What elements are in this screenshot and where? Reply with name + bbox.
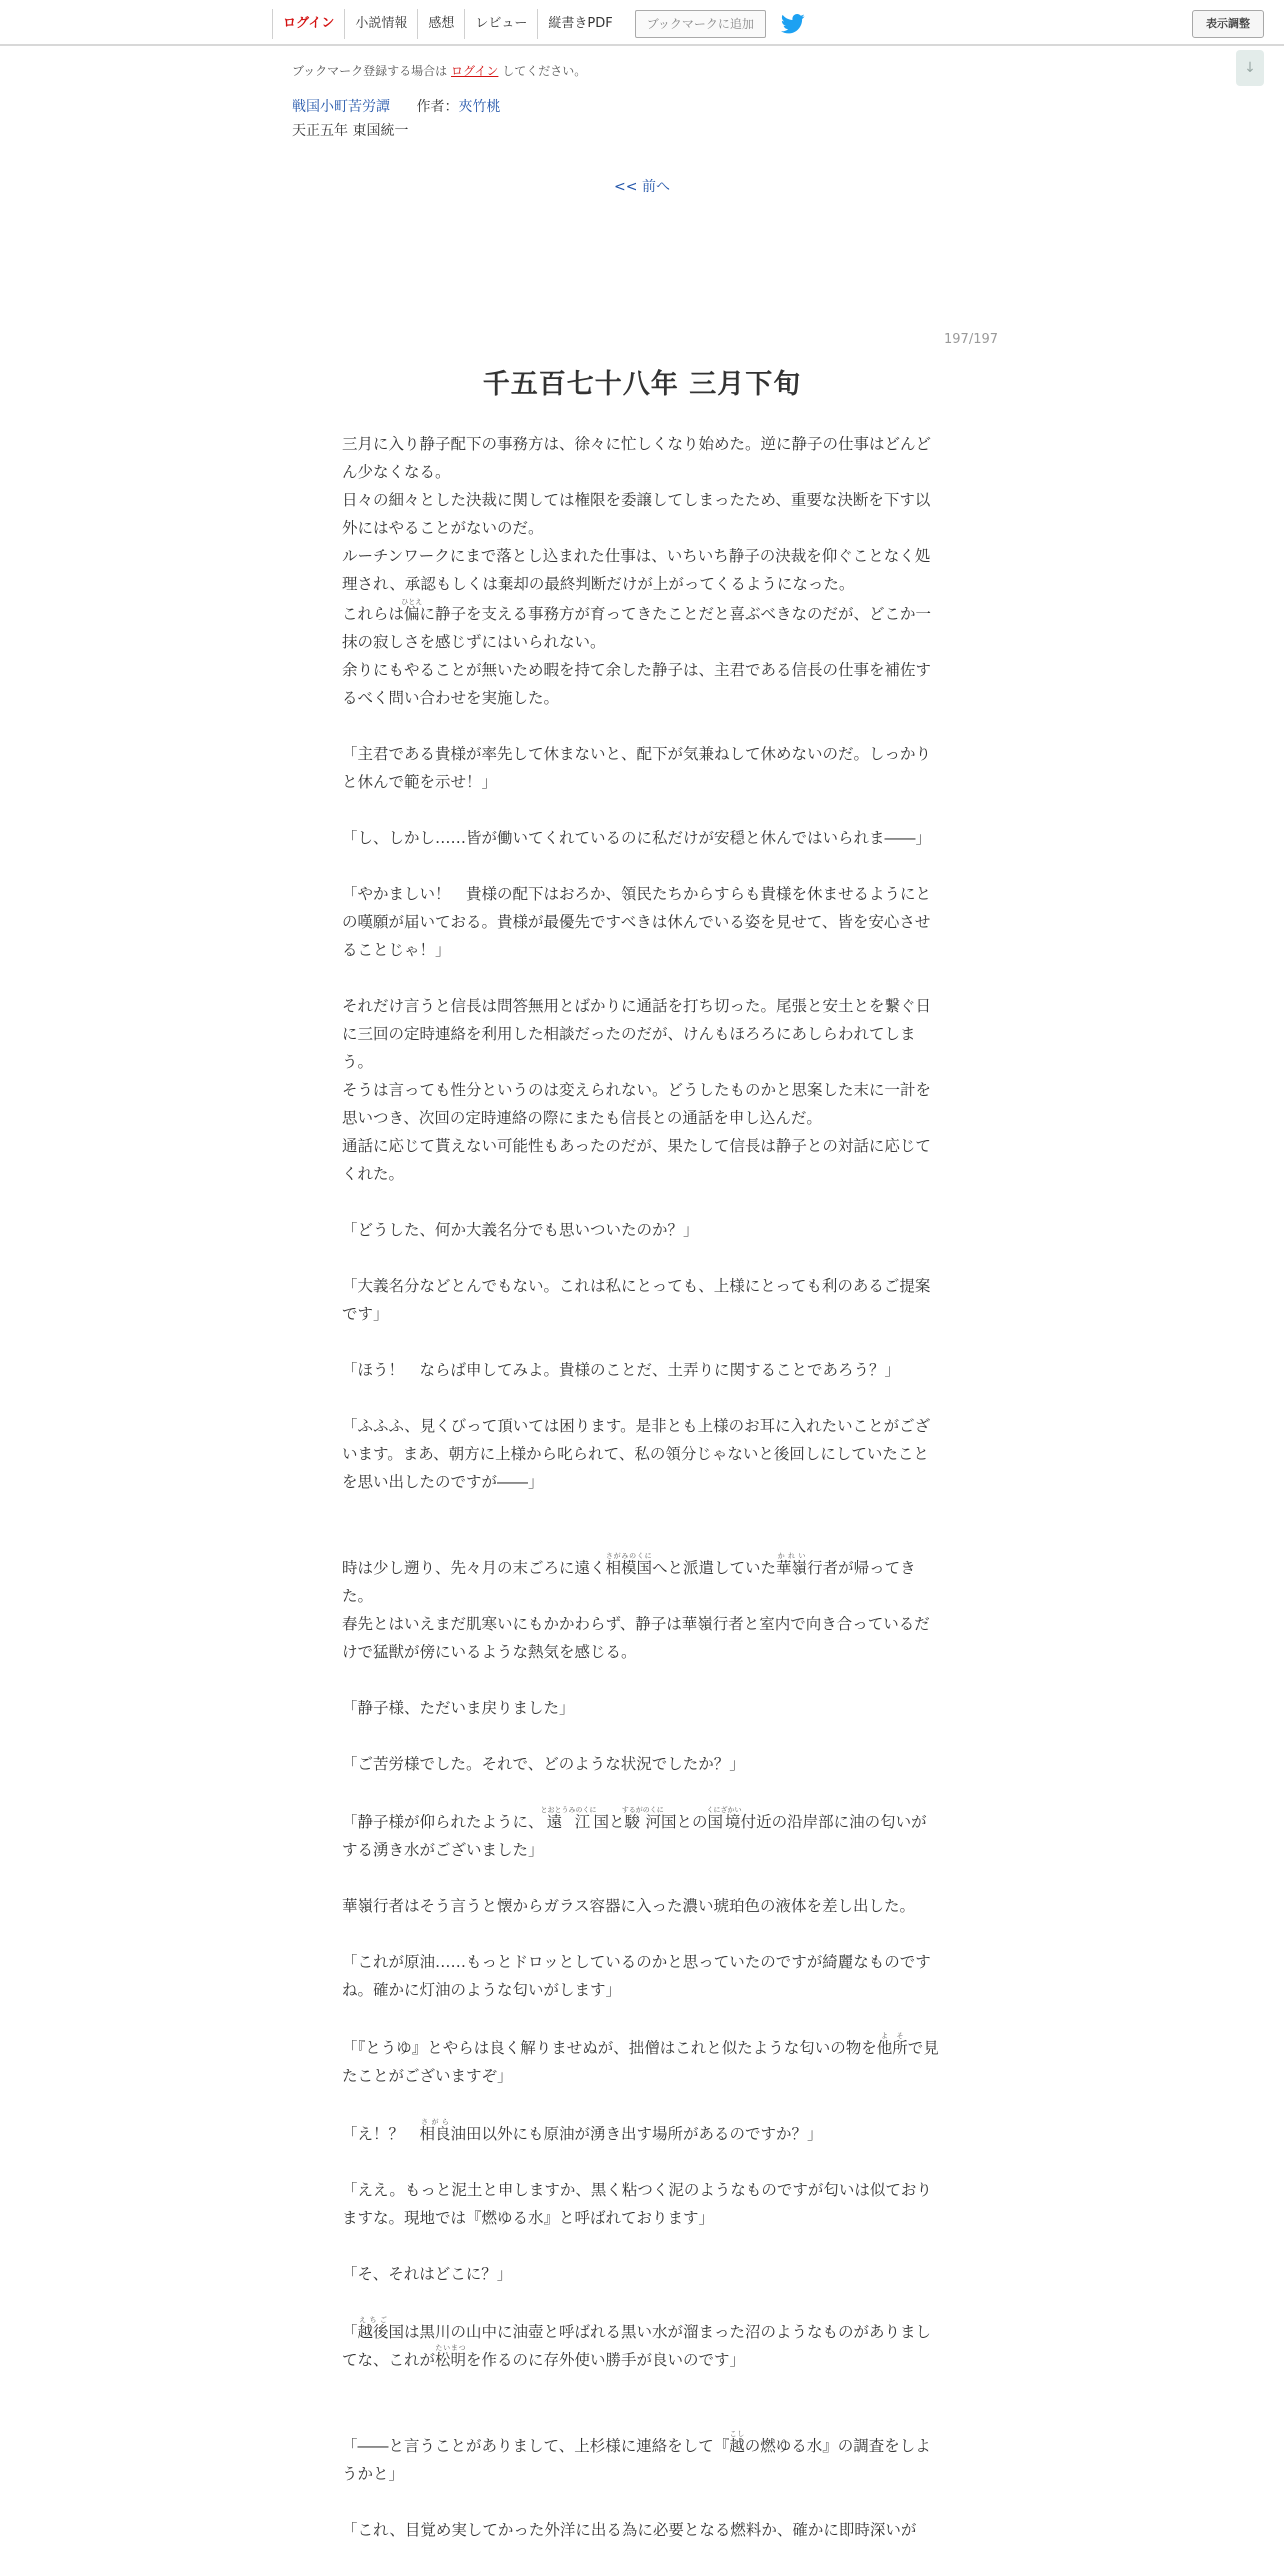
impressions-link[interactable]: 感想 bbox=[417, 9, 464, 39]
body-paragraph: 日々の細々とした決裁に関しては権限を委譲してしまったため、重要な決断を下す以外にはやることがないのだ。 bbox=[342, 491, 931, 537]
top-navigation-bar bbox=[0, 0, 1284, 46]
body-text-segment: 付近の沿岸部に油の匂いがする湧き水がございました」 bbox=[342, 1813, 927, 1859]
ruby-annotation bbox=[776, 1552, 808, 1577]
body-paragraph: それだけ言うと信長は問答無用とばかりに通話を打ち切った。尾張と安土とを繋ぐ日に三回の定時連絡を利用した相談だったのだが、けんもほろろにあしらわれてしまう。 bbox=[342, 997, 932, 1071]
bookmark-login-note bbox=[292, 62, 586, 79]
ruby-annotation bbox=[401, 598, 423, 623]
body-text-segment: 「――と言うことがありまして、上杉様に連絡をして『 bbox=[342, 2437, 730, 2455]
body-paragraph: 「やかましい！ 貴様の配下はおろか、領民たちからすらも貴様を休ませるようにとの嘆願が届いておる。貴様が最優先ですべきは休んでいる姿を見せて、皆を安心させることじゃ！」 bbox=[342, 885, 932, 959]
body-paragraph: 「ご苦労様でした。それで、どのような状況でしたか？」 bbox=[342, 1755, 745, 1773]
body-paragraph: 「これが原油……もっとドロッとしているのかと思っていたのですが綺麗なものですね。確かに灯油のような匂いがします」 bbox=[342, 1953, 931, 1999]
prev-page-nav bbox=[0, 176, 1284, 196]
body-paragraph bbox=[342, 2374, 942, 2402]
ruby-base: 相良 bbox=[419, 2125, 451, 2143]
ruby-annotation bbox=[419, 2118, 451, 2143]
body-paragraph bbox=[342, 1188, 942, 1216]
body-paragraph: 「大義名分などとんでもない。これは私にとっても、上様にとっても利のあるご提案です」 bbox=[342, 1277, 931, 1323]
body-paragraph bbox=[342, 1778, 942, 1806]
body-paragraph bbox=[342, 1806, 942, 1864]
ruby-annotation bbox=[876, 2032, 908, 2057]
body-text-segment: これらは bbox=[342, 605, 405, 623]
body-paragraph bbox=[342, 1384, 942, 1412]
body-text-segment: 油田以外にも原油が湧き出す場所があるのですか？」 bbox=[450, 2125, 823, 2143]
chapter-title: 天正五年 東国統一 bbox=[292, 123, 409, 139]
ruby-base: 相模国 bbox=[605, 1559, 653, 1577]
series-title-link[interactable]: 戦国小町苦労譚 bbox=[292, 99, 390, 115]
body-text-segment: 「『とうゆ』とやらは良く解りませぬが、拙僧はこれと似たような匂いの物を bbox=[342, 2039, 877, 2057]
body-paragraph bbox=[342, 2430, 942, 2488]
body-paragraph: 「ふふふ、見くびって頂いては困ります。是非とも上様のお耳に入れたいことがございます。まあ、朝方に上様から叱られて、私の領分じゃないと後回しにしていたことを思い出したのですが――」 bbox=[342, 1417, 931, 1491]
body-paragraph bbox=[342, 1552, 942, 1610]
ruby-base: 越後 bbox=[357, 2323, 389, 2341]
ruby-reading: よそ bbox=[876, 2032, 908, 2040]
ruby-reading: ひとえ bbox=[401, 598, 423, 606]
ruby-reading: さがみのくに bbox=[605, 1552, 653, 1560]
body-paragraph bbox=[342, 1496, 942, 1524]
body-paragraph bbox=[342, 1524, 942, 1552]
ruby-reading: くにざかい bbox=[706, 1806, 742, 1814]
ruby-reading: さがら bbox=[419, 2118, 451, 2126]
vertical-pdf-link[interactable]: 縦書きPDF bbox=[537, 9, 622, 39]
body-paragraph bbox=[342, 2148, 942, 2176]
scroll-down-tab[interactable]: ↓ bbox=[1236, 50, 1264, 86]
body-paragraph bbox=[342, 852, 942, 880]
body-paragraph bbox=[342, 1328, 942, 1356]
body-paragraph bbox=[342, 796, 942, 824]
add-bookmark-button[interactable]: ブックマークに追加 bbox=[635, 10, 766, 38]
ruby-reading: するがのくに bbox=[621, 1806, 664, 1814]
note-text-after: してください。 bbox=[502, 64, 587, 78]
ruby-reading: とおとうみのくに bbox=[540, 1806, 597, 1814]
ruby-reading: たいまつ bbox=[435, 2344, 467, 2352]
body-paragraph: 「そ、それはどこに？」 bbox=[342, 2265, 513, 2283]
body-paragraph: ルーチンワークにまで落とし込まれた仕事は、いちいち静子の決裁を仰ぐことなく処理され、承認もしくは棄却の最終判断だけが上がってくるようになった。 bbox=[342, 547, 931, 593]
body-paragraph: 「どうした、何か大義名分でも思いついたのか？」 bbox=[342, 1221, 699, 1239]
body-paragraph bbox=[342, 1666, 942, 1694]
ruby-base: 偏 bbox=[401, 605, 423, 623]
body-paragraph: 華嶺行者はそう言うと懐からガラス容器に入った濃い琥珀色の液体を差し出した。 bbox=[342, 1897, 916, 1915]
ruby-annotation bbox=[729, 2430, 745, 2455]
body-paragraph bbox=[342, 712, 942, 740]
body-paragraph bbox=[342, 2488, 942, 2516]
body-paragraph: 「ほう！ ならば申してみよ。貴様のことだ、土弄りに関することであろう？」 bbox=[342, 1361, 901, 1379]
body-text-segment: 「え！？ bbox=[342, 2125, 420, 2143]
ruby-base: 駿河 bbox=[621, 1813, 664, 1831]
body-paragraph bbox=[342, 2402, 942, 2430]
body-text-segment: 国との bbox=[661, 1813, 708, 1831]
body-paragraph: そうは言っても性分というのは変えられない。どうしたものかと思案した末に一計を思いつき、次回の定時連絡の際にまたも信長との通話を申し込んだ。 bbox=[342, 1081, 932, 1127]
body-text-segment: 国は黒川の山中に油壺と呼ばれる黒い水が溜まった沼のようなものがありましてな、これが bbox=[342, 2323, 932, 2369]
body-paragraph bbox=[342, 1244, 942, 1272]
author-label: 作者： bbox=[416, 99, 459, 115]
novel-info-link[interactable]: 小説情報 bbox=[344, 9, 417, 39]
body-text-segment: の燃ゆる水』の調査をしようかと」 bbox=[342, 2437, 931, 2483]
body-paragraph bbox=[342, 1920, 942, 1948]
body-paragraph: 「静子様、ただいま戻りました」 bbox=[342, 1699, 575, 1717]
body-paragraph bbox=[342, 598, 942, 656]
ruby-annotation bbox=[357, 2316, 389, 2341]
series-info bbox=[292, 96, 500, 116]
prev-page-link[interactable]: << 前へ bbox=[614, 179, 670, 195]
body-paragraph bbox=[342, 964, 942, 992]
login-link[interactable]: ログイン bbox=[272, 9, 344, 39]
body-paragraph: 「し、しかし……皆が働いてくれているのに私だけが安穏と休んではいられま――」 bbox=[342, 829, 932, 847]
body-paragraph bbox=[342, 2032, 942, 2090]
ruby-annotation bbox=[540, 1806, 597, 1831]
body-text-segment: 時は少し遡り、先々月の末ごろに遠く bbox=[342, 1559, 606, 1577]
body-paragraph bbox=[342, 2316, 942, 2374]
body-text-segment: へと派遣していた bbox=[652, 1559, 777, 1577]
review-link[interactable]: レビュー bbox=[464, 9, 537, 39]
author-link[interactable]: 夾竹桃 bbox=[458, 99, 501, 115]
ruby-annotation bbox=[621, 1806, 664, 1831]
body-text-segment: 行者が帰ってきた。 bbox=[342, 1559, 916, 1605]
body-paragraph bbox=[342, 2090, 942, 2118]
body-paragraph bbox=[342, 1864, 942, 1892]
ruby-reading: かれい bbox=[776, 1552, 808, 1560]
twitter-bird-icon[interactable] bbox=[780, 13, 806, 35]
display-settings-button[interactable]: 表示調整 bbox=[1192, 10, 1264, 38]
episode-title: 千五百七十八年 三月下旬 bbox=[482, 369, 802, 400]
body-paragraph: 三月に入り静子配下の事務方は、徐々に忙しくなり始めた。逆に静子の仕事はどんどん少なくなる。 bbox=[342, 435, 932, 481]
body-text-segment: に静子を支える事務方が育ってきたことだと喜ぶべきなのだが、どこか一抹の寂しさを感じずにはいられない。 bbox=[342, 605, 932, 651]
ruby-base: 国境 bbox=[706, 1813, 742, 1831]
body-paragraph bbox=[342, 1722, 942, 1750]
body-paragraph bbox=[342, 2288, 942, 2316]
body-paragraph: 「これ、目覚め実してかった外洋に出る為に必要となる燃料か、確かに即時深いが bbox=[342, 2521, 917, 2539]
body-paragraph bbox=[342, 2232, 942, 2260]
note-login-link[interactable]: ログイン bbox=[451, 64, 499, 78]
body-text-segment: で見たことがございますぞ」 bbox=[342, 2039, 939, 2085]
ruby-base: 他所 bbox=[876, 2039, 908, 2057]
ruby-annotation bbox=[435, 2344, 467, 2369]
body-text-segment: 「 bbox=[342, 2323, 358, 2341]
ruby-annotation bbox=[605, 1552, 653, 1577]
page-counter: 197/197 bbox=[944, 332, 999, 347]
body-paragraph: 通話に応じて貰えない可能性もあったのだが、果たして信長は静子との対話に応じてくれた。 bbox=[342, 1137, 931, 1183]
body-paragraph: 「ええ。もっと泥土と申しますか、黒く粘つく泥のようなものですが匂いは似ておりますな。現地では『燃ゆる水』と呼ばれております」 bbox=[342, 2181, 932, 2227]
nav-menu bbox=[272, 9, 806, 39]
body-text-segment: 「静子様が仰られたように、 bbox=[342, 1813, 544, 1831]
novel-body bbox=[342, 430, 942, 2544]
ruby-base: 遠江 bbox=[540, 1813, 597, 1831]
body-paragraph: 余りにもやることが無いため暇を持て余した静子は、主君である信長の仕事を補佐するべく問い合わせを実施した。 bbox=[342, 661, 932, 707]
ruby-base: 越 bbox=[729, 2437, 745, 2455]
ruby-reading: こし bbox=[729, 2430, 745, 2438]
body-paragraph: 春先とはいえまだ肌寒いにもかかわらず、静子は華嶺行者と室内で向き合っているだけで猛獣が傍にいるような熱気を感じる。 bbox=[342, 1615, 930, 1661]
body-text-segment: 国と bbox=[593, 1813, 625, 1831]
ruby-annotation bbox=[706, 1806, 742, 1831]
body-paragraph: 「主君である貴様が率先して休まないと、配下が気兼ねして休めないのだ。しっかりと休んで範を示せ！」 bbox=[342, 745, 932, 791]
ruby-base: 華嶺 bbox=[776, 1559, 808, 1577]
body-paragraph bbox=[342, 2118, 942, 2148]
ruby-reading: えちご bbox=[357, 2316, 389, 2324]
ruby-base: 松明 bbox=[435, 2351, 467, 2369]
note-text-before: ブックマーク登録する場合は bbox=[292, 64, 448, 78]
body-paragraph bbox=[342, 2004, 942, 2032]
body-text-segment: を作るのに存外使い勝手が良いのです」 bbox=[466, 2351, 746, 2369]
